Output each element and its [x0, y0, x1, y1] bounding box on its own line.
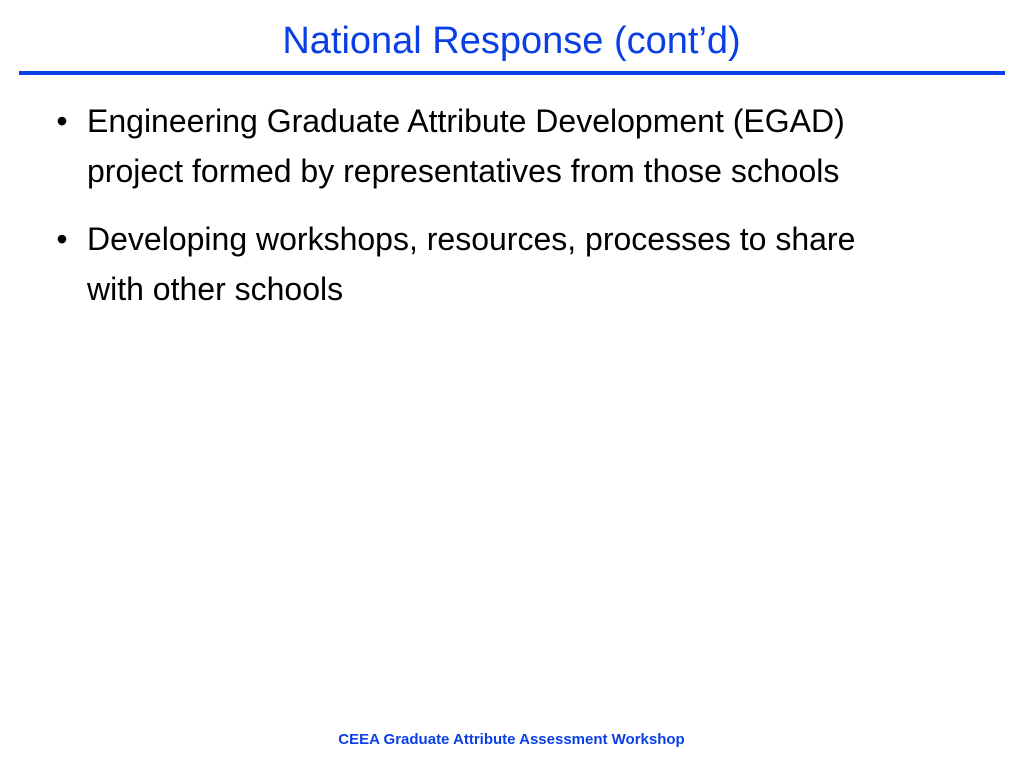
title-divider — [19, 71, 1005, 75]
bullet-text: Engineering Graduate Attribute Development (EGAD) project formed by representatives from those schools — [87, 103, 845, 189]
slide-footer: CEEA Graduate Attribute Assessment Workshop — [338, 731, 685, 748]
bullet-item — [52, 96, 912, 196]
bullet-text: Developing workshops, resources, processes to share with other schools — [87, 221, 856, 307]
bullet-dot-icon: • — [56, 221, 68, 257]
slide-title: National Response (cont’d) — [282, 20, 741, 62]
bullet-list — [52, 96, 912, 332]
bullet-dot-icon: • — [56, 103, 68, 139]
bullet-item — [52, 214, 912, 314]
